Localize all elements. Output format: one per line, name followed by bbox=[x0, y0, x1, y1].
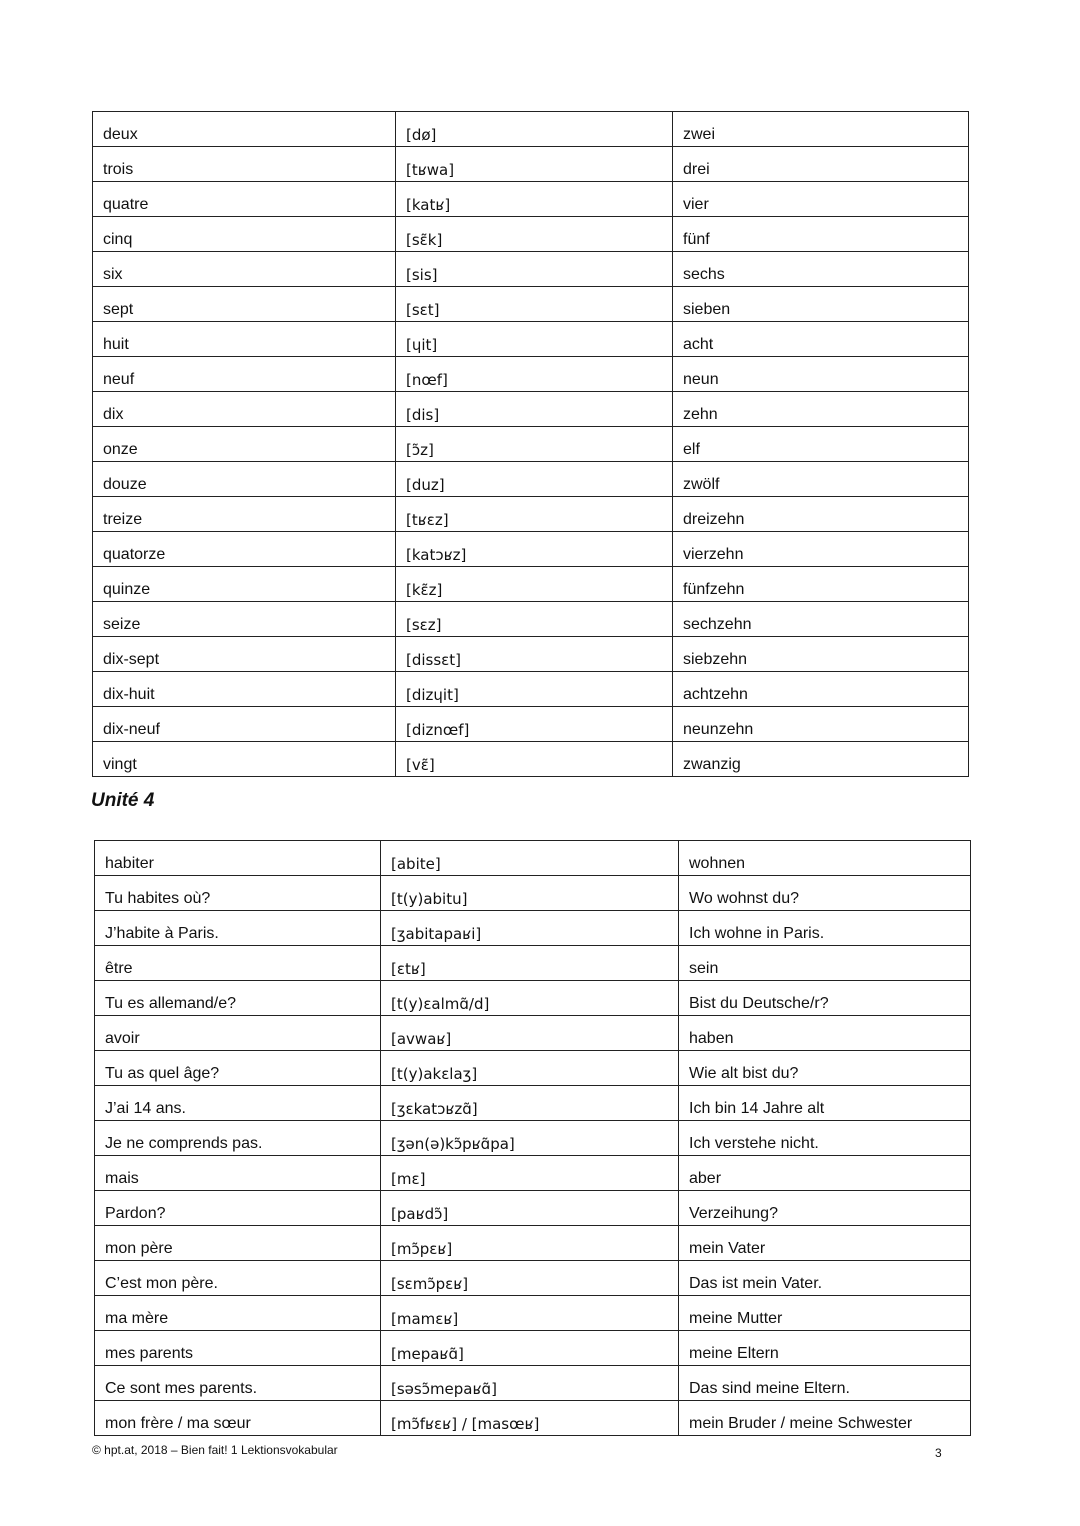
pronunciation: [ɔ̃z] bbox=[396, 427, 673, 462]
pronunciation: [mɔ̃pɛʁ] bbox=[381, 1226, 679, 1261]
table-row bbox=[93, 707, 969, 742]
table-row bbox=[93, 637, 969, 672]
table-row bbox=[93, 567, 969, 602]
french-term: onze bbox=[93, 427, 396, 462]
german-translation: sein bbox=[679, 946, 971, 981]
german-translation: achtzehn bbox=[673, 672, 969, 707]
pronunciation: [diznœf] bbox=[396, 707, 673, 742]
table-row bbox=[93, 322, 969, 357]
german-translation: dreizehn bbox=[673, 497, 969, 532]
table-row bbox=[93, 462, 969, 497]
german-translation: drei bbox=[673, 147, 969, 182]
german-translation: wohnen bbox=[679, 841, 971, 876]
pronunciation: [ɛtʁ] bbox=[381, 946, 679, 981]
pronunciation: [sɛmɔ̃pɛʁ] bbox=[381, 1261, 679, 1296]
pronunciation: [sɛt] bbox=[396, 287, 673, 322]
pronunciation: [dø] bbox=[396, 112, 673, 147]
pronunciation: [mepaʁɑ̃] bbox=[381, 1331, 679, 1366]
german-translation: neunzehn bbox=[673, 707, 969, 742]
french-term: trois bbox=[93, 147, 396, 182]
german-translation: fünfzehn bbox=[673, 567, 969, 602]
pronunciation: [mamɛʁ] bbox=[381, 1296, 679, 1331]
pronunciation: [t(y)abitu] bbox=[381, 876, 679, 911]
german-translation: Wo wohnst du? bbox=[679, 876, 971, 911]
german-translation: sieben bbox=[673, 287, 969, 322]
pronunciation: [ʒabitapaʁi] bbox=[381, 911, 679, 946]
french-term: J’ai 14 ans. bbox=[95, 1086, 381, 1121]
table-row bbox=[95, 1296, 971, 1331]
pronunciation: [dissɛt] bbox=[396, 637, 673, 672]
table-row bbox=[93, 147, 969, 182]
french-term: mon père bbox=[95, 1226, 381, 1261]
french-term: dix-huit bbox=[93, 672, 396, 707]
page-number: 3 bbox=[935, 1446, 942, 1460]
french-term: mes parents bbox=[95, 1331, 381, 1366]
table-row bbox=[95, 841, 971, 876]
table-row bbox=[95, 1156, 971, 1191]
pronunciation: [katʁ] bbox=[396, 182, 673, 217]
german-translation: zwanzig bbox=[673, 742, 969, 777]
pronunciation: [səsɔ̃mepaʁɑ̃] bbox=[381, 1366, 679, 1401]
pronunciation: [tʁwa] bbox=[396, 147, 673, 182]
table-row bbox=[95, 1401, 971, 1436]
table-row bbox=[93, 112, 969, 147]
german-translation: aber bbox=[679, 1156, 971, 1191]
french-term: J’habite à Paris. bbox=[95, 911, 381, 946]
french-term: mais bbox=[95, 1156, 381, 1191]
french-term: quatre bbox=[93, 182, 396, 217]
table-row bbox=[95, 1191, 971, 1226]
pronunciation: [sis] bbox=[396, 252, 673, 287]
table-row bbox=[95, 946, 971, 981]
pronunciation: [vɛ̃] bbox=[396, 742, 673, 777]
french-term: Ce sont mes parents. bbox=[95, 1366, 381, 1401]
table-row bbox=[93, 672, 969, 707]
french-term: habiter bbox=[95, 841, 381, 876]
french-term: deux bbox=[93, 112, 396, 147]
french-term: Tu as quel âge? bbox=[95, 1051, 381, 1086]
pronunciation: [sɛz] bbox=[396, 602, 673, 637]
numbers-table-body bbox=[93, 112, 969, 777]
french-term: C’est mon père. bbox=[95, 1261, 381, 1296]
german-translation: Verzeihung? bbox=[679, 1191, 971, 1226]
french-term: ma mère bbox=[95, 1296, 381, 1331]
german-translation: sechs bbox=[673, 252, 969, 287]
table-row bbox=[93, 252, 969, 287]
table-row bbox=[95, 1261, 971, 1296]
french-term: dix-neuf bbox=[93, 707, 396, 742]
unite4-vocabulary-table bbox=[94, 840, 971, 1436]
german-translation: neun bbox=[673, 357, 969, 392]
table-row bbox=[93, 532, 969, 567]
french-term: vingt bbox=[93, 742, 396, 777]
french-term: neuf bbox=[93, 357, 396, 392]
german-translation: mein Bruder / meine Schwester bbox=[679, 1401, 971, 1436]
french-term: quatorze bbox=[93, 532, 396, 567]
german-translation: zwei bbox=[673, 112, 969, 147]
german-translation: zehn bbox=[673, 392, 969, 427]
section-heading-unite-4: Unité 4 bbox=[91, 790, 155, 811]
french-term: seize bbox=[93, 602, 396, 637]
german-translation: acht bbox=[673, 322, 969, 357]
pronunciation: [t(y)akɛlaʒ] bbox=[381, 1051, 679, 1086]
german-translation: haben bbox=[679, 1016, 971, 1051]
table-row bbox=[93, 392, 969, 427]
french-term: dix bbox=[93, 392, 396, 427]
german-translation: Bist du Deutsche/r? bbox=[679, 981, 971, 1016]
french-term: quinze bbox=[93, 567, 396, 602]
table-row bbox=[93, 287, 969, 322]
pronunciation: [nœf] bbox=[396, 357, 673, 392]
table-row bbox=[95, 1226, 971, 1261]
french-term: mon frère / ma sœur bbox=[95, 1401, 381, 1436]
french-term: avoir bbox=[95, 1016, 381, 1051]
french-term: Tu es allemand/e? bbox=[95, 981, 381, 1016]
french-term: Je ne comprends pas. bbox=[95, 1121, 381, 1156]
table-row bbox=[95, 876, 971, 911]
table-row bbox=[93, 217, 969, 252]
pronunciation: [duz] bbox=[396, 462, 673, 497]
table-row bbox=[95, 1121, 971, 1156]
table-row bbox=[95, 1016, 971, 1051]
footer-copyright: © hpt.at, 2018 – Bien fait! 1 Lektionsvokabular bbox=[92, 1443, 338, 1457]
table-row bbox=[95, 981, 971, 1016]
french-term: dix-sept bbox=[93, 637, 396, 672]
german-translation: siebzehn bbox=[673, 637, 969, 672]
german-translation: meine Eltern bbox=[679, 1331, 971, 1366]
german-translation: vier bbox=[673, 182, 969, 217]
german-translation: Das ist mein Vater. bbox=[679, 1261, 971, 1296]
pronunciation: [dizɥit] bbox=[396, 672, 673, 707]
pronunciation: [tʁɛz] bbox=[396, 497, 673, 532]
pronunciation: [ʒən(ə)kɔ̃pʁɑ̃pa] bbox=[381, 1121, 679, 1156]
pronunciation: [kɛ̃z] bbox=[396, 567, 673, 602]
pronunciation: [ʒɛkatɔʁzɑ̃] bbox=[381, 1086, 679, 1121]
pronunciation: [dis] bbox=[396, 392, 673, 427]
pronunciation: [mɔ̃fʁɛʁ] / [masœʁ] bbox=[381, 1401, 679, 1436]
french-term: treize bbox=[93, 497, 396, 532]
pronunciation: [t(y)ɛalmɑ̃/d] bbox=[381, 981, 679, 1016]
french-term: douze bbox=[93, 462, 396, 497]
table-row bbox=[93, 357, 969, 392]
pronunciation: [katɔʁz] bbox=[396, 532, 673, 567]
french-term: cinq bbox=[93, 217, 396, 252]
pronunciation: [avwaʁ] bbox=[381, 1016, 679, 1051]
german-translation: Wie alt bist du? bbox=[679, 1051, 971, 1086]
french-term: sept bbox=[93, 287, 396, 322]
german-translation: mein Vater bbox=[679, 1226, 971, 1261]
table-row bbox=[95, 1086, 971, 1121]
german-translation: vierzehn bbox=[673, 532, 969, 567]
pronunciation: [paʁdɔ̃] bbox=[381, 1191, 679, 1226]
german-translation: Ich wohne in Paris. bbox=[679, 911, 971, 946]
table-row bbox=[93, 742, 969, 777]
french-term: huit bbox=[93, 322, 396, 357]
german-translation: meine Mutter bbox=[679, 1296, 971, 1331]
table-row bbox=[95, 1051, 971, 1086]
table-row bbox=[95, 911, 971, 946]
pronunciation: [mɛ] bbox=[381, 1156, 679, 1191]
table-row bbox=[93, 427, 969, 462]
german-translation: fünf bbox=[673, 217, 969, 252]
numbers-vocabulary-table bbox=[92, 111, 969, 777]
french-term: être bbox=[95, 946, 381, 981]
table-row bbox=[93, 182, 969, 217]
pronunciation: [sɛ̃k] bbox=[396, 217, 673, 252]
table-row bbox=[95, 1331, 971, 1366]
french-term: Pardon? bbox=[95, 1191, 381, 1226]
table-row bbox=[93, 602, 969, 637]
german-translation: Ich verstehe nicht. bbox=[679, 1121, 971, 1156]
german-translation: elf bbox=[673, 427, 969, 462]
german-translation: sechzehn bbox=[673, 602, 969, 637]
unite4-table-body bbox=[95, 841, 971, 1436]
table-row bbox=[95, 1366, 971, 1401]
german-translation: zwölf bbox=[673, 462, 969, 497]
french-term: six bbox=[93, 252, 396, 287]
pronunciation: [ɥit] bbox=[396, 322, 673, 357]
french-term: Tu habites où? bbox=[95, 876, 381, 911]
german-translation: Das sind meine Eltern. bbox=[679, 1366, 971, 1401]
pronunciation: [abite] bbox=[381, 841, 679, 876]
table-row bbox=[93, 497, 969, 532]
german-translation: Ich bin 14 Jahre alt bbox=[679, 1086, 971, 1121]
